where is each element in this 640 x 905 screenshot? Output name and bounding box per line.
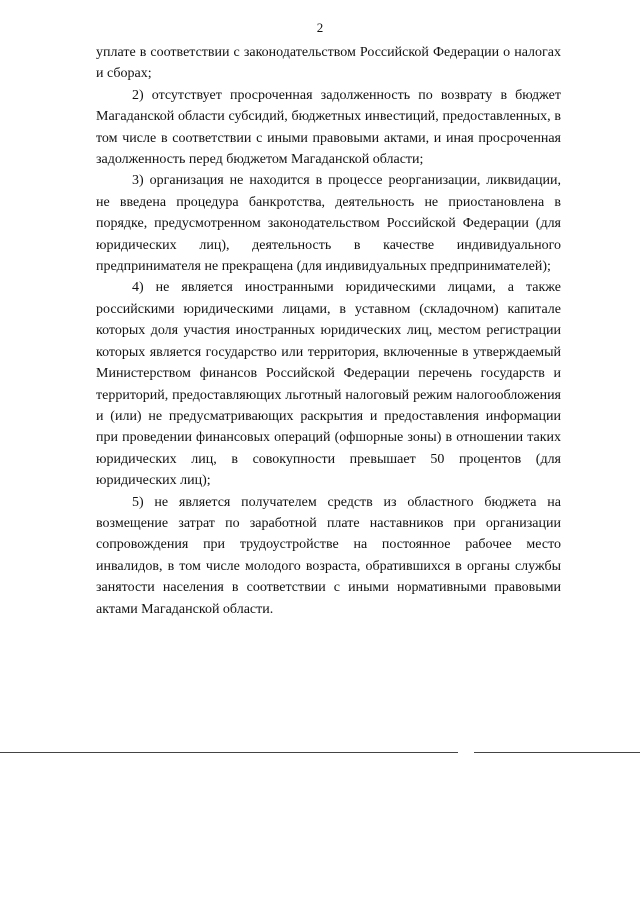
paragraph-continuation: уплате в соответствии с законодательством Российской Федерации о налогах и сборах; xyxy=(96,45,561,82)
paragraph-item-5: 5) не является получателем средств из областного бюджета на возмещение затрат по заработной плате наставников при организации сопровождения при трудоустройстве на постоянное рабочее место инвалидов, в том числе молодого возраста, обратившихся в органы службы занятости населения в соответствии с иными нормативными правовыми актами Магаданской области. xyxy=(96,494,561,617)
document-body xyxy=(96,42,561,620)
paragraph-item-3: 3) организация не находится в процессе реорганизации, ликвидации, не введена процедура банкротства, деятельность не приостановлена в порядке, предусмотренном законодательством Российской Федерации (для юридических лиц), деятельность в качестве индивидуального предпринимателя не прекращена (для индивидуальных предпринимателей); xyxy=(96,173,561,275)
separator-line-right xyxy=(474,752,640,753)
separator-line-left xyxy=(0,752,458,753)
page-number: 2 xyxy=(316,20,324,35)
paragraph-item-2: 2) отсутствует просроченная задолженность по возврату в бюджет Магаданской области субсидий, бюджетных инвестиций, предоставленных, в том числе в соответствии с иными правовыми актами, и иная просроченная задолженность перед бюджетом Магаданской области; xyxy=(96,87,561,168)
paragraph-item-4: 4) не является иностранными юридическими лицами, а также российскими юридическими лицами, в уставном (складочном) капитале которых доля участия иностранных юридических лиц, местом регистрации которых является государство или территория, включенные в утверждаемый Министерством финансов Российской Федерации перечень государств и территорий, предоставляющих льготный налоговый режим налогообложения и (или) не предусматривающих раскрытия и предоставления информации при проведении финансовых операций (офшорные зоны) в отношении таких юридических лиц, в совокупности превышает 50 процентов (для юридических лиц); xyxy=(96,280,561,489)
